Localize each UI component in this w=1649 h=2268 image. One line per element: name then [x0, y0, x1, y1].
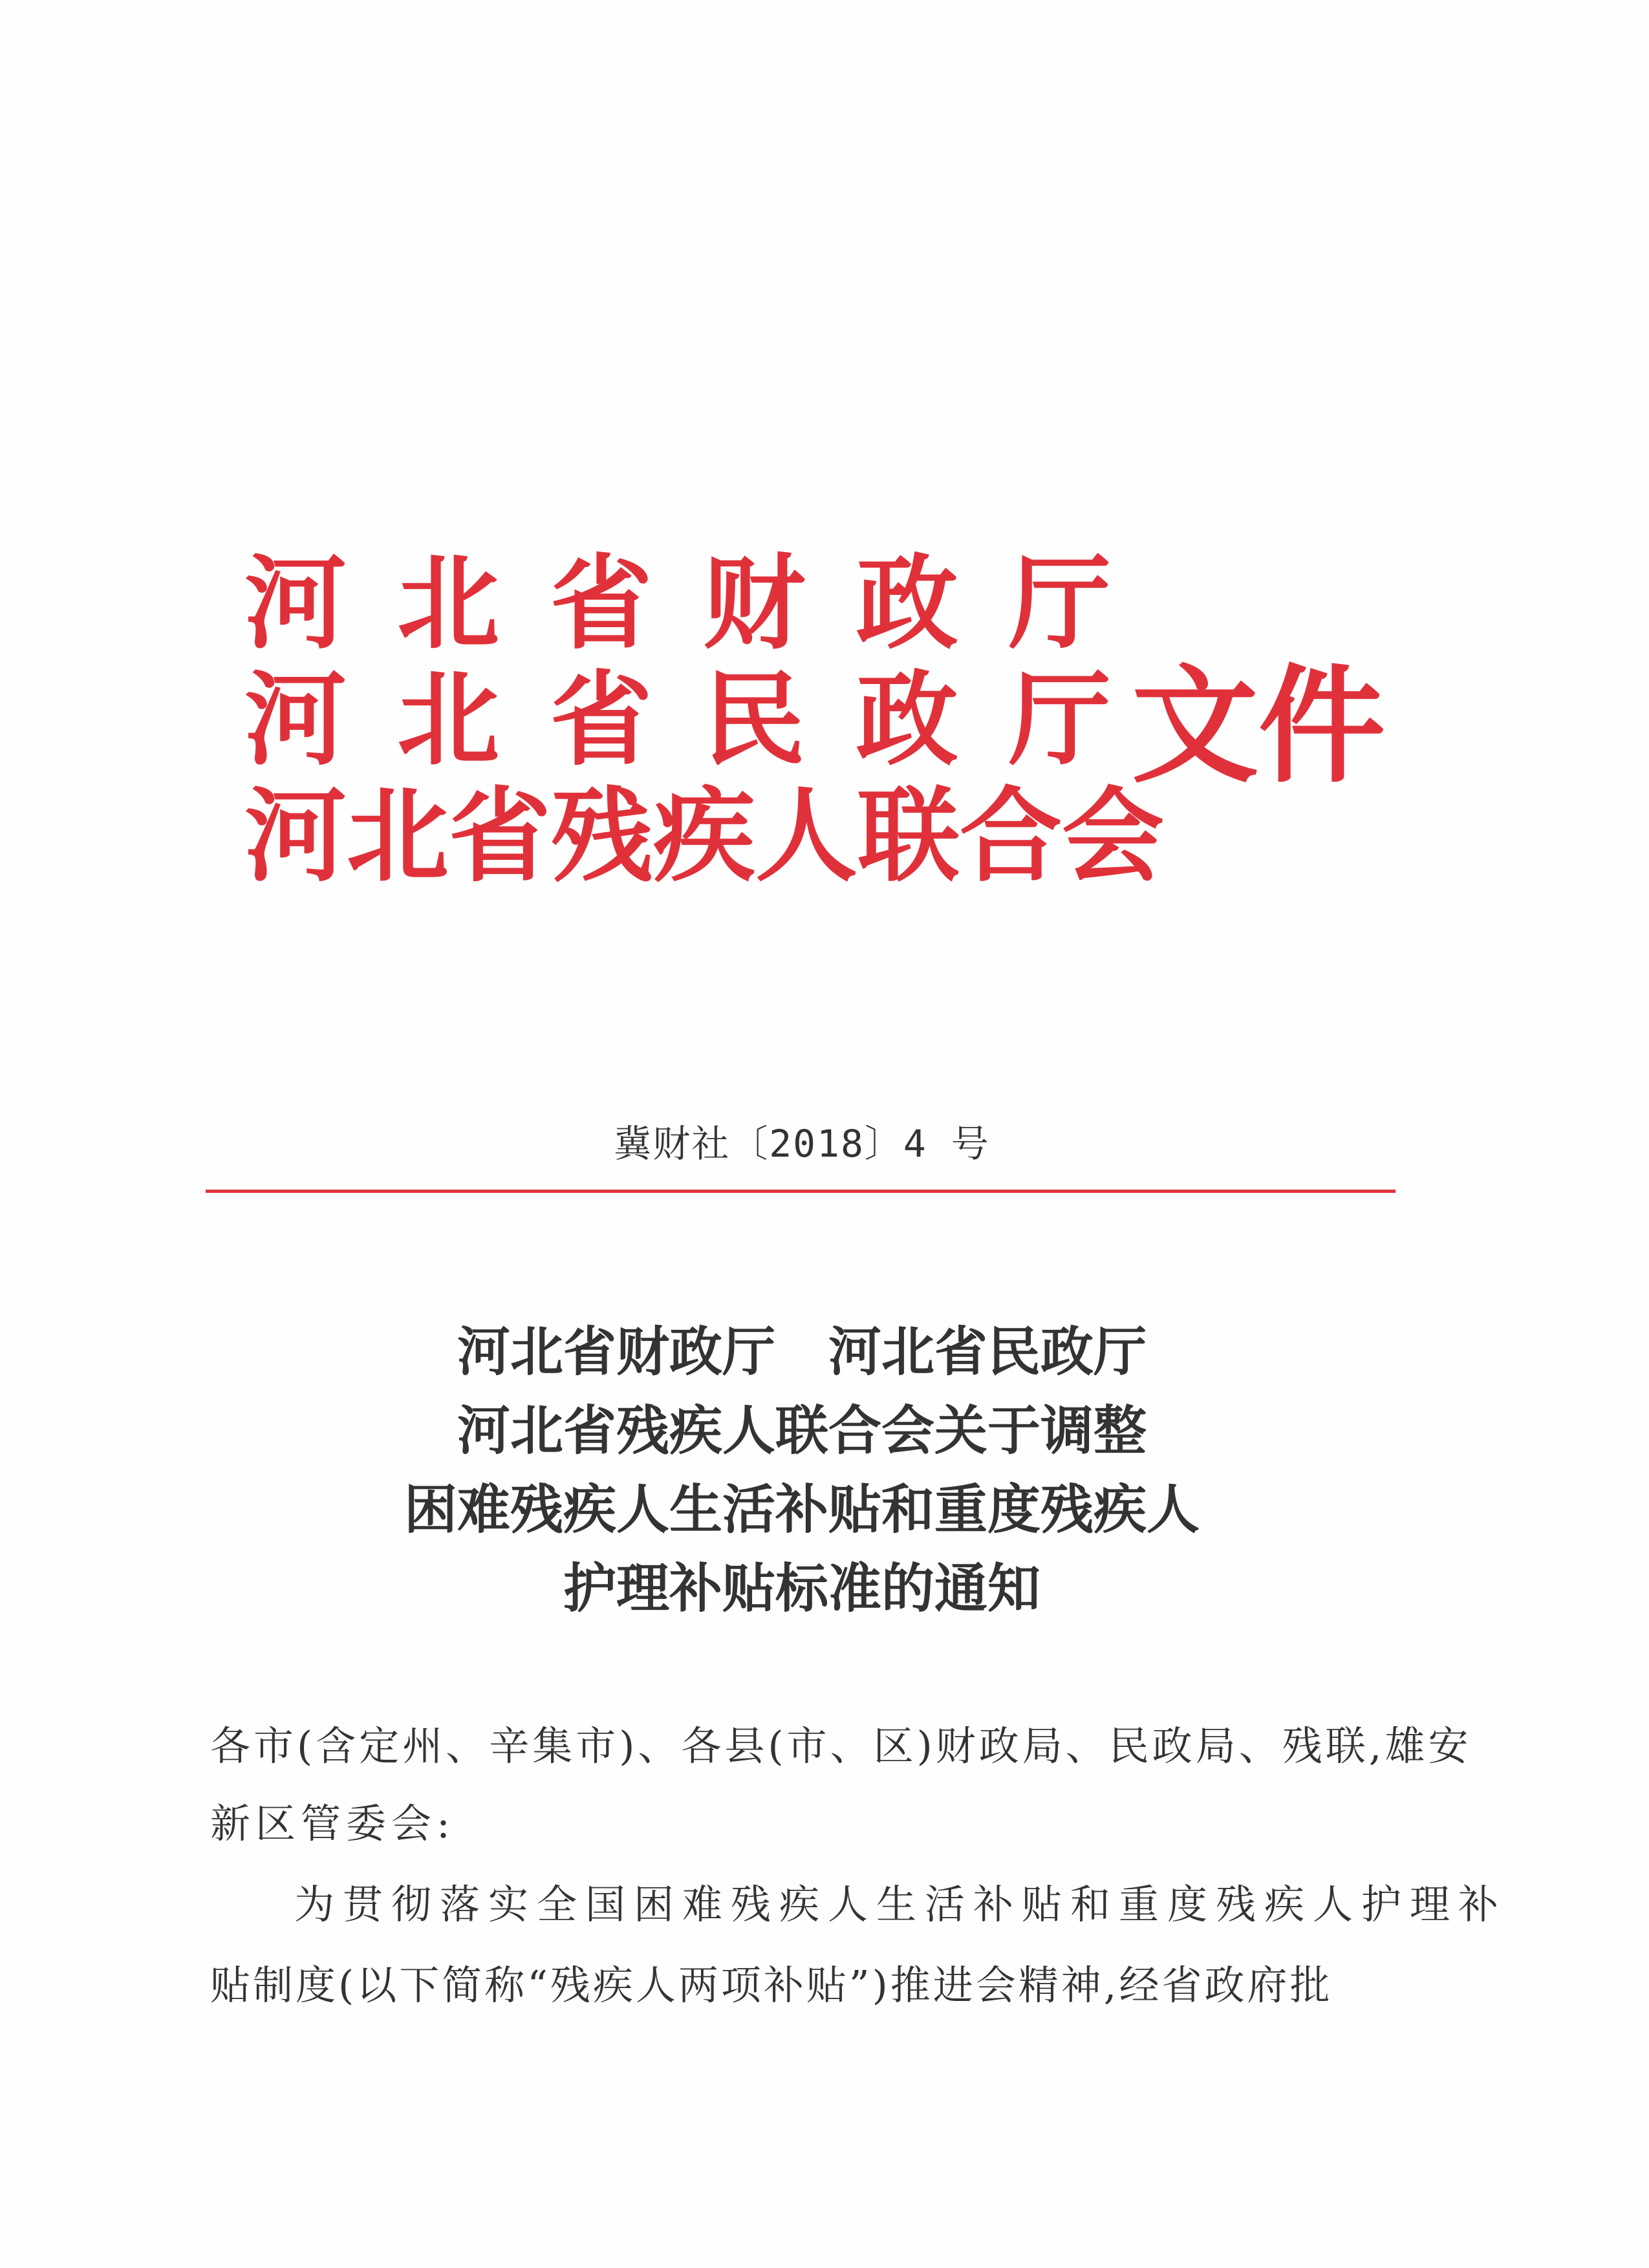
- notice-title: [0, 1312, 1604, 1628]
- issuer-disabled-persons-federation: 河北省残疾人联合会: [244, 776, 1164, 896]
- issuer-char: 政: [856, 544, 958, 663]
- title-part: 河北省财政厅: [457, 1321, 775, 1383]
- addressee-line-2: 新区管委会:: [210, 1800, 455, 1847]
- issuer-char: 河: [244, 660, 347, 780]
- title-line-2: 河北省残疾人联合会关于调整: [457, 1400, 1147, 1462]
- issuer-char: 省: [550, 544, 652, 663]
- issuer-char: 财: [703, 544, 806, 663]
- red-header: [0, 0, 1649, 970]
- issuer-char: 省: [550, 660, 652, 780]
- issuer-char: 北: [397, 660, 500, 780]
- issuer-char: 政: [856, 660, 958, 780]
- title-line-4: 护理补贴标准的通知: [563, 1557, 1040, 1620]
- title-line-3: 困难残疾人生活补贴和重度残疾人: [404, 1479, 1200, 1541]
- addressee-line-1: 各市(含定州、辛集市)、各县(市、区)财政局、民政局、残联,雄安: [210, 1722, 1472, 1770]
- paragraph-1-line-1: 为贯彻落实全国困难残疾人生活补贴和重度残疾人护理补: [294, 1881, 1507, 1928]
- title-line-1: [0, 1312, 1604, 1391]
- issuer-char: 河: [244, 544, 347, 663]
- issuer-char: 厅: [1008, 660, 1111, 780]
- issuer-finance-department: [244, 544, 1111, 663]
- issuer-char: 民: [703, 660, 806, 780]
- issuer-char: 厅: [1008, 544, 1111, 663]
- document-number: 冀财社〔2018〕4 号: [614, 1122, 990, 1166]
- document-suffix: 文件: [1132, 652, 1386, 800]
- red-divider: [206, 1190, 1396, 1193]
- issuer-char: 北: [397, 544, 500, 663]
- title-part: 河北省民政厅: [828, 1321, 1147, 1383]
- paragraph-1-line-2: 贴制度(以下简称“残疾人两项补贴”)推进会精神,经省政府批: [210, 1962, 1333, 2009]
- issuer-civil-affairs-department: [244, 660, 1111, 780]
